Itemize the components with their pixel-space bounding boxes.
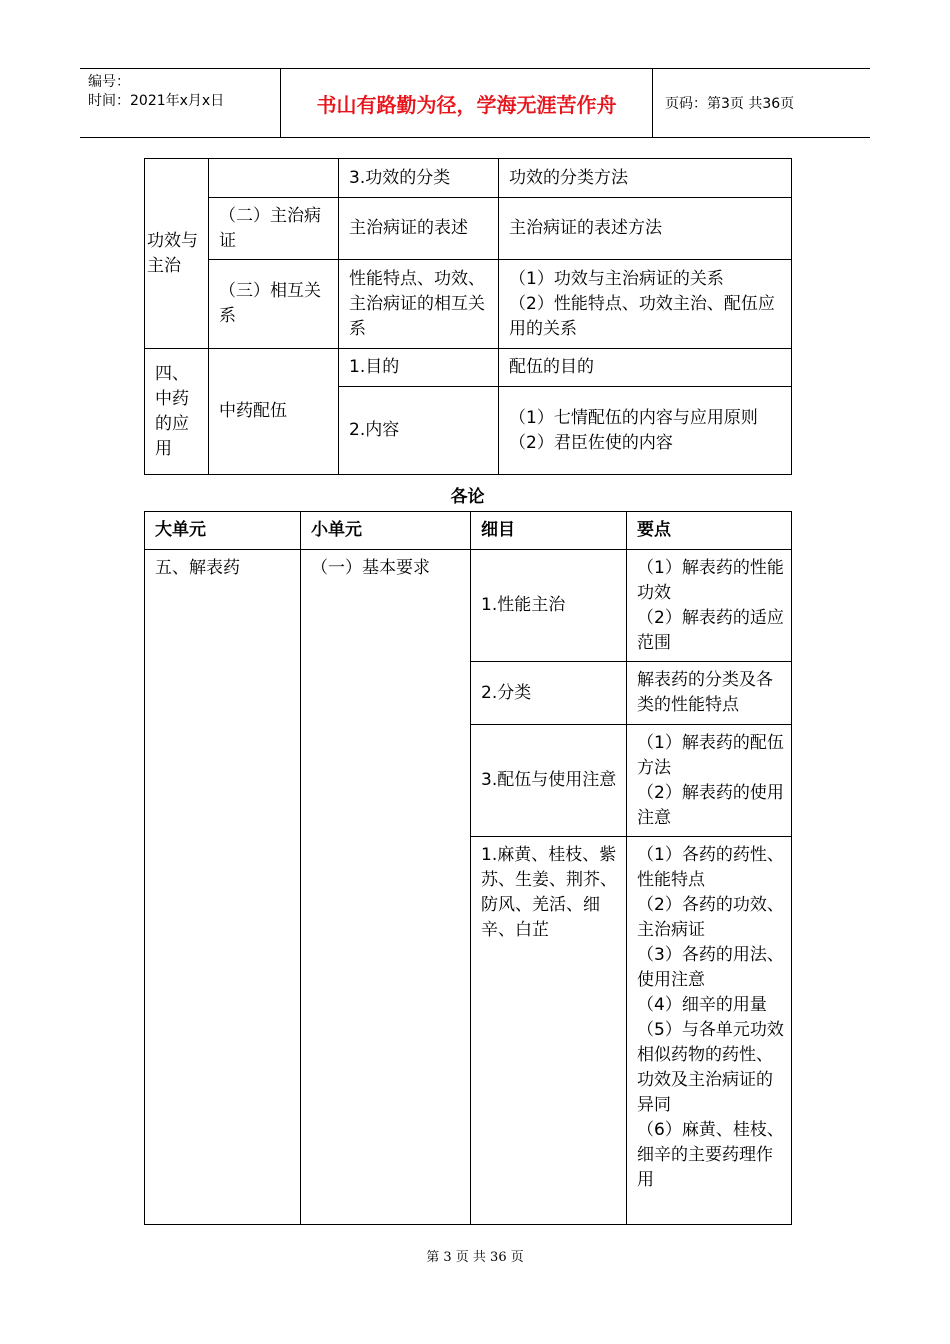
column-header: 大单元 [145, 512, 301, 550]
item-cell: 2.分类 [471, 662, 627, 725]
subunit-cell: 中药配伍 [209, 349, 339, 475]
point-line: （1）各药的药性、性能特点 [637, 845, 784, 890]
subunit-cell: （二）主治病证 [209, 198, 339, 260]
table-row [145, 260, 792, 349]
point-cell: 主治病证的表述方法 [499, 198, 792, 260]
point-line: （1）解表药的性能功效 [637, 557, 784, 603]
point-cell [627, 837, 792, 1225]
point-line: （5）与各单元功效相似药物的药性、功效及主治病证的异同 [637, 1020, 784, 1115]
column-header: 细目 [471, 512, 627, 550]
item-cell: 1.性能主治 [471, 550, 627, 662]
subunit-cell [209, 159, 339, 198]
point-line: （1）七情配伍的内容与应用原则 [509, 407, 758, 428]
column-header: 小单元 [301, 512, 471, 550]
number-label: 编号： [88, 74, 130, 90]
subunit-cell: （一）基本要求 [301, 550, 471, 1225]
point-line: （2）各药的功效、主治病证 [637, 895, 784, 940]
table-header-row [145, 512, 792, 550]
table-row [145, 349, 792, 387]
point-line: （6）麻黄、桂枝、细辛的主要药理作用 [637, 1120, 784, 1190]
column-header: 要点 [627, 512, 792, 550]
point-cell: 配伍的目的 [499, 349, 792, 387]
date-line: 时间：2021年x月x日 [88, 93, 225, 109]
item-cell: 3.功效的分类 [339, 159, 499, 198]
table-row [145, 198, 792, 260]
syllabus-table-general [144, 158, 792, 475]
item-cell: 性能特点、功效、主治病证的相互关系 [339, 260, 499, 349]
item-cell: 2.内容 [339, 387, 499, 475]
syllabus-table-specific [144, 511, 792, 1225]
point-line: （3）各药的用法、使用注意 [637, 945, 784, 990]
table-row [145, 550, 792, 662]
unit-cell: 四、中药的应用 [145, 349, 209, 475]
item-cell: 3.配伍与使用注意 [471, 725, 627, 837]
point-line: （2）解表药的适应范围 [637, 607, 784, 653]
point-cell [627, 725, 792, 837]
point-line: （4）细辛的用量 [637, 995, 767, 1015]
item-cell: 主治病证的表述 [339, 198, 499, 260]
document-header [80, 68, 870, 138]
point-cell [499, 387, 792, 475]
point-cell: 功效的分类方法 [499, 159, 792, 198]
header-motto: 书山有路勤为径，学海无涯苦作舟 [281, 69, 653, 137]
item-cell: 1.目的 [339, 349, 499, 387]
table-row [145, 159, 792, 198]
page-footer: 第 3 页 共 36 页 [426, 1250, 524, 1265]
point-cell [627, 550, 792, 662]
unit-cell: 功效与主治 [145, 159, 209, 349]
unit-cell: 五、解表药 [145, 550, 301, 1225]
subunit-cell: （三）相互关系 [209, 260, 339, 349]
point-line: （2）君臣佐使的内容 [509, 432, 673, 453]
point-line: （1）解表药的配伍方法 [637, 732, 784, 778]
point-line: （1）功效与主治病证的关系 [509, 268, 724, 289]
section-title: 各论 [450, 487, 485, 507]
point-line: （2）解表药的使用注意 [637, 782, 784, 828]
header-meta [80, 69, 281, 137]
header-page-info: 页码：第3页 共36页 [665, 96, 795, 112]
point-cell [499, 260, 792, 349]
point-line: （2）性能特点、功效主治、配伍应用的关系 [509, 293, 775, 339]
point-cell: 解表药的分类及各类的性能特点 [627, 662, 792, 725]
item-cell: 1.麻黄、桂枝、紫苏、生姜、荆芥、防风、羌活、细辛、白芷 [471, 837, 627, 1225]
